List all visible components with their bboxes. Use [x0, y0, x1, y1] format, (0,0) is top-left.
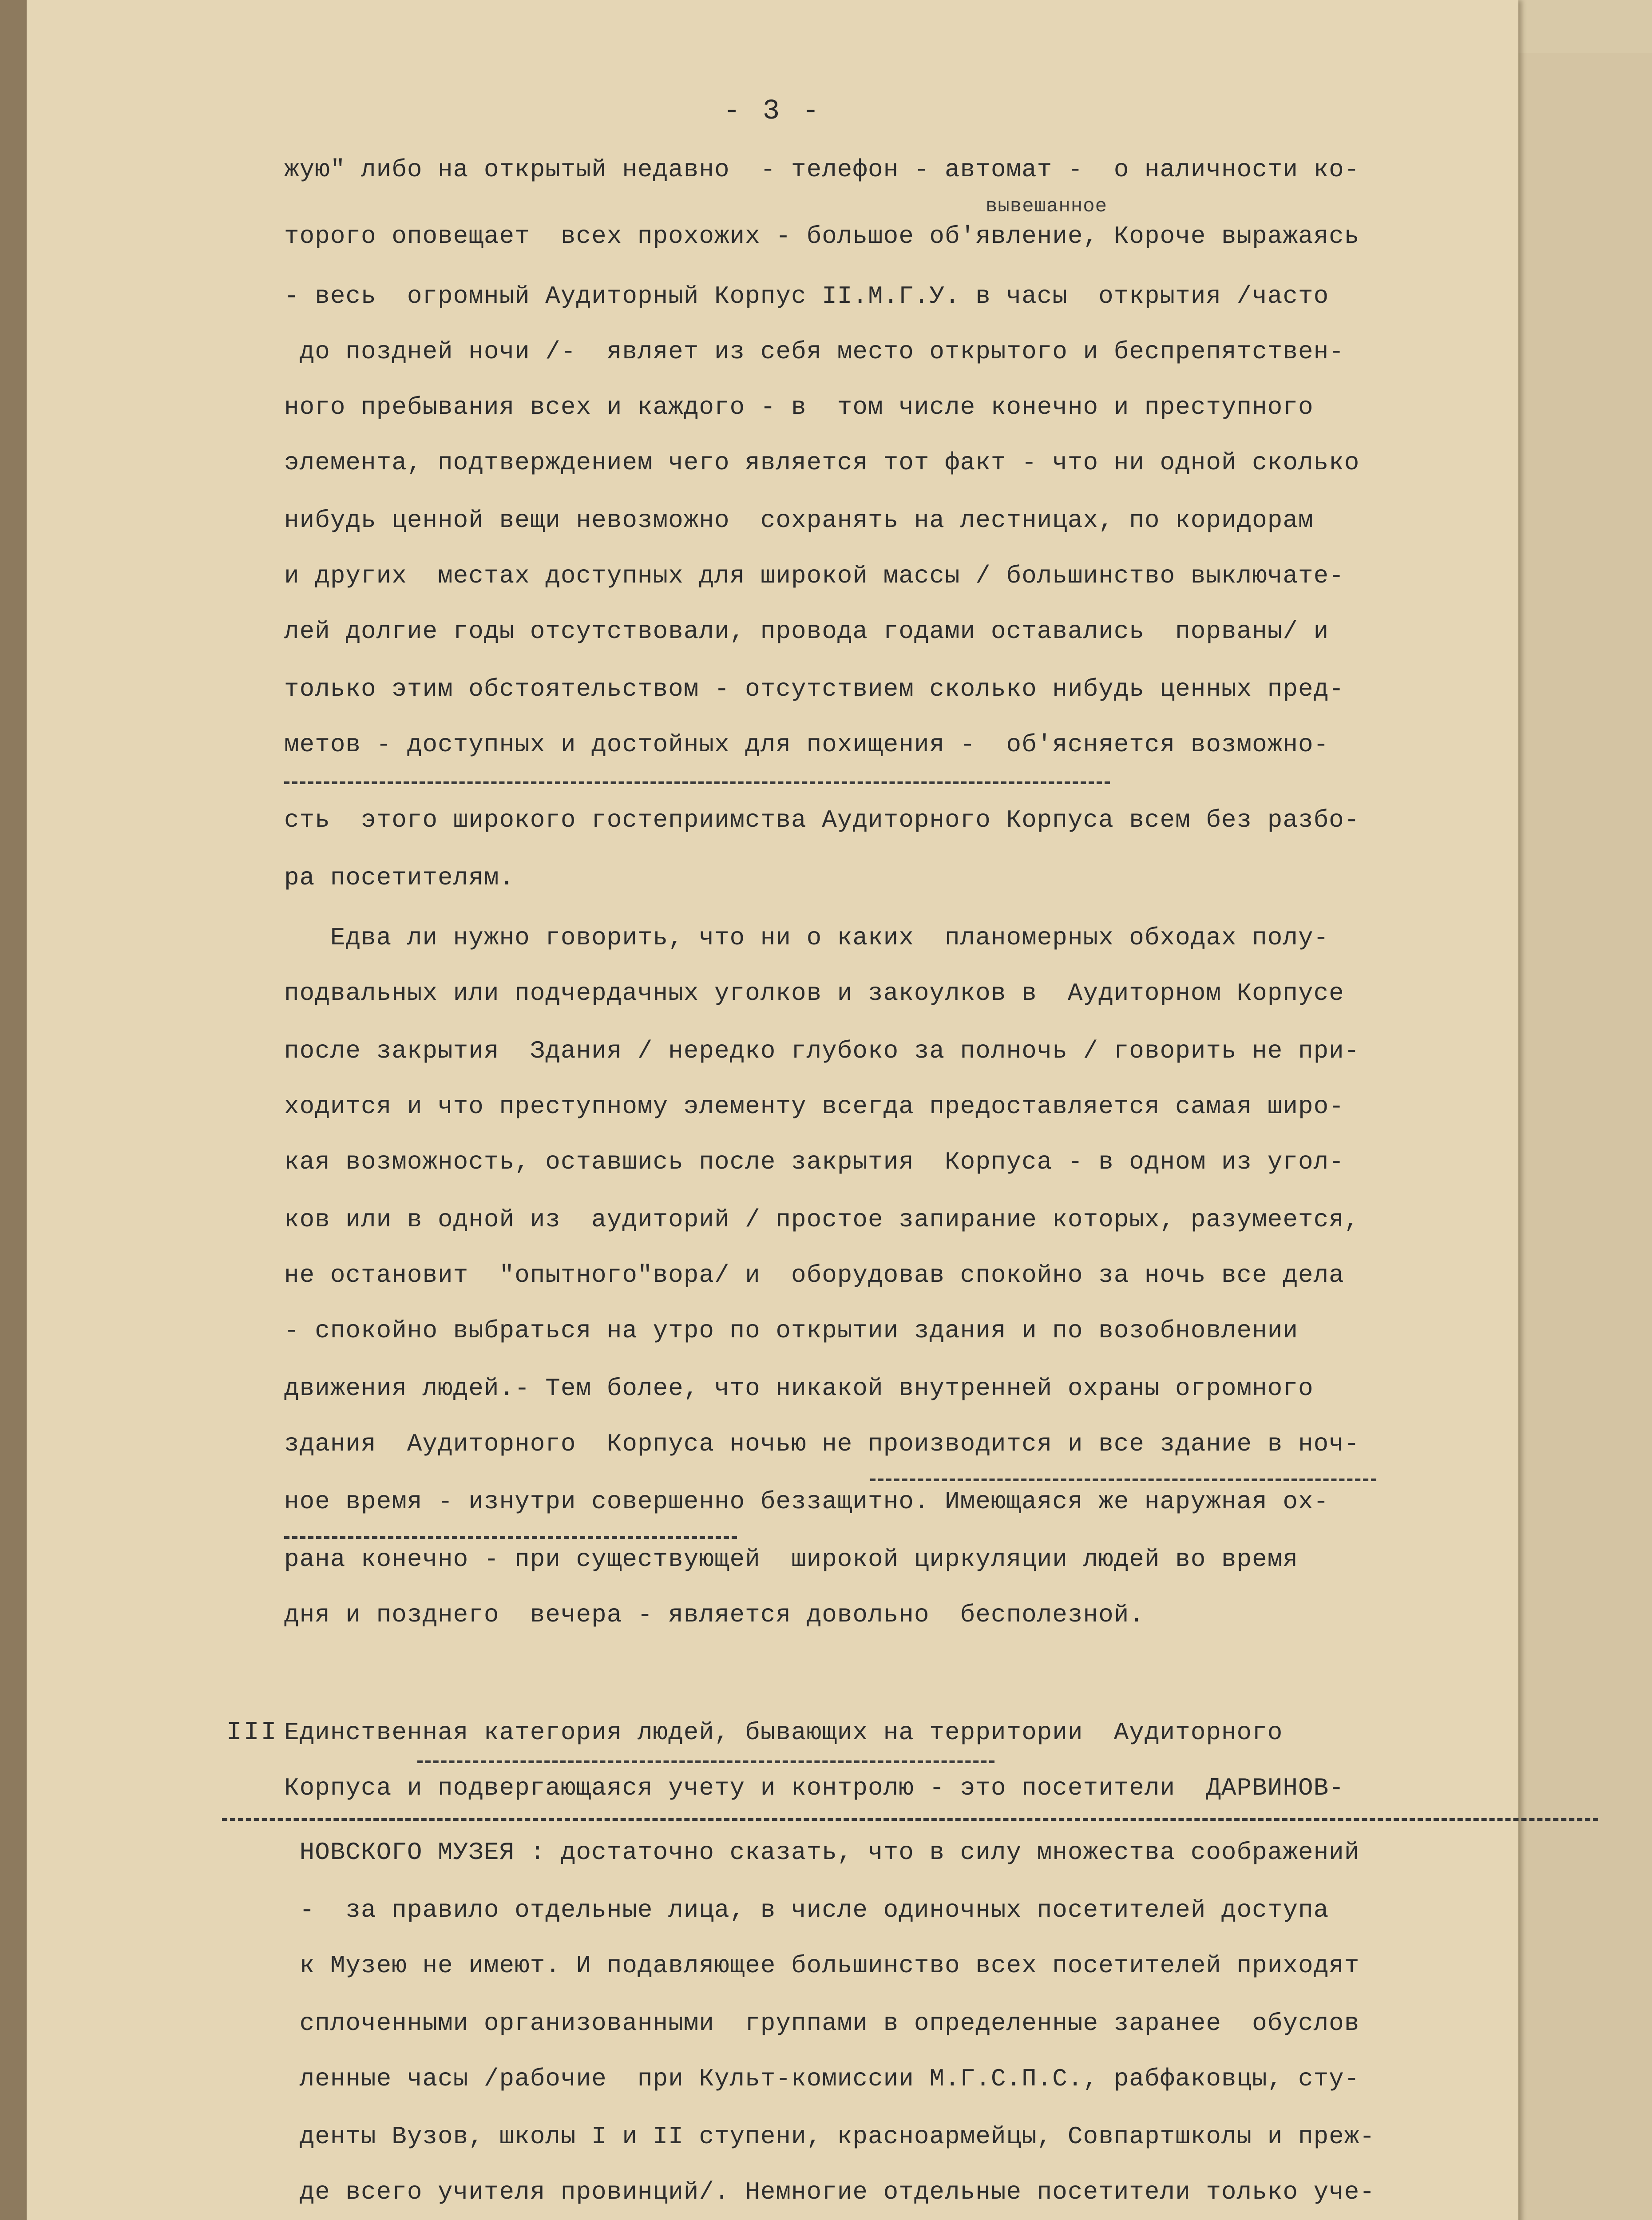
text-line: дня и позднего вечера - является довольно бесполезной. [284, 1601, 1145, 1629]
text-line: рана конечно - при существующей широкой циркуляции людей во время [284, 1545, 1298, 1574]
text-line: движения людей.- Тем более, что никакой внутренней охраны огромного [284, 1374, 1314, 1403]
text-line: лей долгие годы отсутствовали, провода годами оставались порваны/ и [284, 617, 1329, 646]
text-line: торого оповещает всех прохожих - большое об'явление, Короче выражаясь [284, 222, 1360, 250]
text-line: после закрытия Здания / нередко глубоко за полночь / говорить не при- [284, 1037, 1360, 1065]
text-line: к Музею не имеют. И подавляющее большинство всех посетителей приходят [284, 1951, 1360, 1980]
underline [284, 781, 1110, 784]
underline [417, 1760, 994, 1763]
text-line: - спокойно выбраться на утро по открытии здания и по возобновлении [284, 1316, 1298, 1345]
text-line: кая возможность, оставшись после закрытия Корпуса - в одном из угол- [284, 1148, 1344, 1176]
text-line: ра посетителям. [284, 864, 515, 892]
interlinear-insert: вывешанное [986, 195, 1108, 218]
text-line: нибудь ценной вещи невозможно сохранять на лестницах, по коридорам [284, 506, 1314, 535]
text-line: ленные часы /рабочие при Культ-комиссии М.Г.С.П.С., рабфаковцы, сту- [284, 2065, 1360, 2093]
text-line: ного пребывания всех и каждого - в том числе конечно и преступного [284, 393, 1314, 421]
underline [870, 1479, 1376, 1481]
text-line: здания Аудиторного Корпуса ночью не производится и все здание в ноч- [284, 1430, 1360, 1458]
text-line: - за правило отдельные лица, в числе одиночных посетителей доступа [284, 1896, 1329, 1924]
text-line: Единственная категория людей, бывающих на территории Аудиторного [284, 1718, 1283, 1747]
underline [284, 1536, 737, 1539]
binding-strip [0, 0, 27, 2220]
text-line: сть этого широкого гостеприимства Аудиторного Корпуса всем без разбо- [284, 806, 1360, 834]
underlying-sheet [1501, 53, 1652, 2220]
text-line: только этим обстоятельством - отсутствием сколько нибудь ценных пред- [284, 675, 1344, 703]
text-line: - весь огромный Аудиторный Корпус II.М.Г.У. в часы открытия /часто [284, 282, 1329, 310]
text-line: до поздней ночи /- являет из себя место открытого и беспрепятствен- [284, 337, 1344, 366]
text-line: де всего учителя провинций/. Немногие отдельные посетители только уче- [284, 2178, 1375, 2206]
text-line: НОВСКОГО МУЗЕЯ : достаточно сказать, что в силу множества соображений [284, 1838, 1360, 1867]
underline [222, 1818, 1598, 1821]
text-line: жую" либо на открытый недавно - телефон - автомат - о наличности ко- [284, 155, 1360, 184]
text-line: Корпуса и подвергающаяся учету и контролю - это посетители ДАРВИНОВ- [284, 1774, 1344, 1802]
text-line: ков или в одной из аудиторий / простое запирание которых, разумеется, [284, 1205, 1360, 1234]
text-line: денты Вузов, школы I и II ступени, красноармейцы, Совпартшколы и преж- [284, 2122, 1375, 2151]
text-line: элемента, подтверждением чего является тот факт - что ни одной сколько [284, 448, 1360, 477]
text-line: ное время - изнутри совершенно беззащитно. Имеющаяся же наружная ох- [284, 1487, 1329, 1516]
text-line: не остановит "опытного"вора/ и оборудовав спокойно за ночь все дела [284, 1261, 1344, 1289]
text-line: Едва ли нужно говорить, что ни о каких планомерных обходах полу- [284, 924, 1329, 952]
text-line: подвальных или подчердачных уголков и закоулков в Аудиторном Корпусе [284, 979, 1344, 1007]
text-line: сплоченными организованными группами в определенные заранее обуслов [284, 2009, 1360, 2038]
text-line: метов - доступных и достойных для похищения - об'ясняется возможно- [284, 730, 1329, 759]
section-marker: III [226, 1718, 278, 1747]
text-line: ходится и что преступному элементу всегда предоставляется самая широ- [284, 1092, 1344, 1121]
text-line: и других местах доступных для широкой массы / большинство выключате- [284, 562, 1344, 590]
page-number: - 3 - [723, 95, 822, 127]
